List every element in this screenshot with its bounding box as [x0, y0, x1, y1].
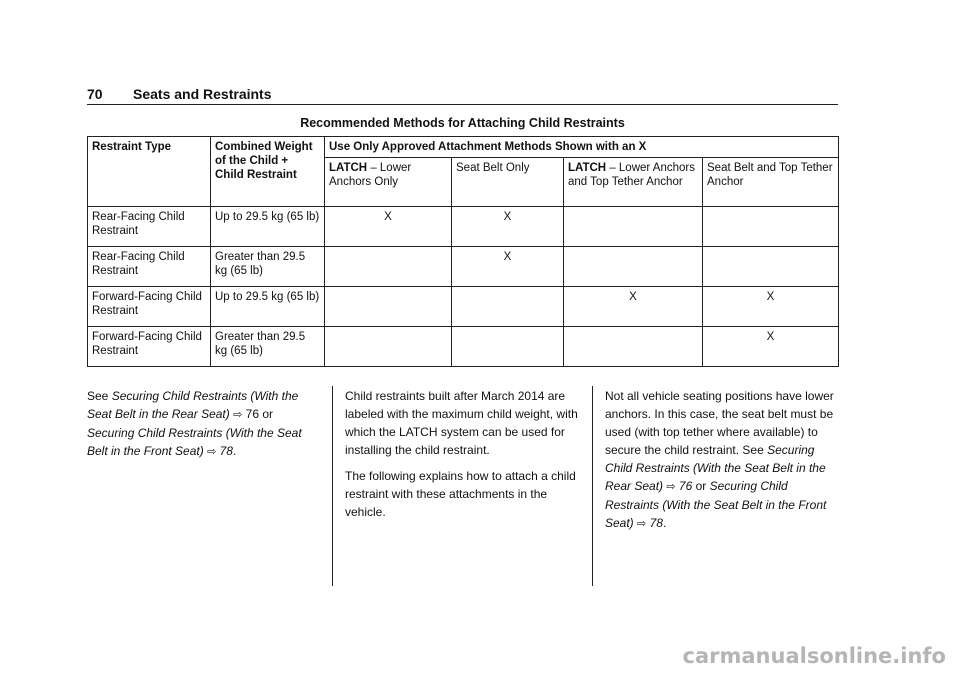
- latch-label: LATCH: [568, 162, 607, 174]
- cell-weight: Greater than 29.5 kg (65 lb): [211, 247, 325, 287]
- column-divider: [592, 386, 593, 586]
- cell-mark: [325, 327, 452, 367]
- cell-weight: Up to 29.5 kg (65 lb): [211, 287, 325, 327]
- table-header-row: [88, 137, 839, 158]
- latch-top-desc: – Lower Anchors and Top Tether Anchor: [568, 162, 695, 188]
- cell-mark: [452, 327, 564, 367]
- header-combined-weight: Combined Weight of the Child + Child Restraint: [211, 137, 325, 207]
- page-ref-icon: ⇨: [666, 481, 676, 493]
- attachment-methods-table: [87, 136, 839, 367]
- subheader-seat-belt-top: Seat Belt and Top Tether Anchor: [703, 158, 839, 207]
- or-text: or: [259, 407, 274, 421]
- subheader-latch-top: [564, 158, 703, 207]
- column-middle: [345, 387, 583, 529]
- see-text: See: [87, 389, 112, 403]
- cell-mark: [325, 287, 452, 327]
- cell-weight: Up to 29.5 kg (65 lb): [211, 207, 325, 247]
- reference-page: 78: [646, 516, 663, 530]
- body-text: Not all vehicle seating positions have lower anchors. In this case, the seat belt must be used (with top tether where available) to secure the child restraint. See: [605, 389, 834, 457]
- cell-mark: [564, 327, 703, 367]
- page-number: 70: [87, 86, 103, 102]
- cell-mark: [703, 207, 839, 247]
- reference-link[interactable]: Securing Child Restraints (With the Seat Belt in the Front Seat): [605, 479, 827, 530]
- reference-link[interactable]: Securing Child Restraints (With the Seat Belt in the Rear Seat): [605, 443, 826, 493]
- cell-mark: X: [564, 287, 703, 327]
- table-title: Recommended Methods for Attaching Child Restraints: [300, 116, 625, 130]
- lower-anchors-paragraph: [605, 387, 843, 533]
- attach-intro-paragraph: The following explains how to attach a child restraint with these attachments in the vehicle.: [345, 469, 576, 519]
- watermark: carmanualsonline.info: [682, 644, 946, 668]
- cell-mark: [564, 247, 703, 287]
- cell-mark: X: [703, 287, 839, 327]
- table-row: [88, 207, 839, 247]
- reference-page: 76: [242, 407, 259, 421]
- end-text: .: [232, 444, 237, 458]
- reference-page: 76: [675, 479, 693, 493]
- cell-mark: X: [452, 247, 564, 287]
- cell-restraint-type: Rear-Facing Child Restraint: [88, 207, 211, 247]
- cell-mark: X: [452, 207, 564, 247]
- column-divider: [332, 386, 333, 586]
- cell-mark: [703, 247, 839, 287]
- reference-page: 78: [216, 444, 233, 458]
- page-ref-icon: ⇨: [233, 409, 243, 421]
- latch-lower-desc: – Lower Anchors Only: [329, 162, 412, 188]
- column-right: [605, 387, 843, 541]
- cell-mark: X: [325, 207, 452, 247]
- end-text: .: [662, 516, 667, 530]
- cell-mark: [325, 247, 452, 287]
- table-row: [88, 247, 839, 287]
- page-header: [87, 86, 838, 105]
- column-left: [87, 387, 319, 469]
- or-text: or: [692, 479, 710, 493]
- reference-link[interactable]: Securing Child Restraints (With the Seat Belt in the Front Seat): [87, 426, 302, 458]
- page-ref-icon: ⇨: [637, 518, 647, 530]
- latch-label: LATCH: [329, 162, 368, 174]
- header-methods-group: Use Only Approved Attachment Methods Shown with an X: [325, 137, 839, 158]
- subheader-latch-lower: [325, 158, 452, 207]
- cell-restraint-type: Forward-Facing Child Restraint: [88, 287, 211, 327]
- see-reference-paragraph: [87, 387, 319, 461]
- table-row: [88, 287, 839, 327]
- latch-label-paragraph: Child restraints built after March 2014 are labeled with the maximum child weight, with which the LATCH system can be used for installing the child restraint.: [345, 389, 578, 457]
- table-row: [88, 327, 839, 367]
- reference-link[interactable]: Securing Child Restraints (With the Seat Belt in the Rear Seat): [87, 389, 299, 421]
- cell-weight: Greater than 29.5 kg (65 lb): [211, 327, 325, 367]
- subheader-seat-belt-only: Seat Belt Only: [452, 158, 564, 207]
- header-restraint-type: Restraint Type: [88, 137, 211, 207]
- cell-mark: [452, 287, 564, 327]
- section-title: Seats and Restraints: [133, 86, 272, 102]
- page-ref-icon: ⇨: [207, 446, 217, 458]
- cell-mark: X: [703, 327, 839, 367]
- cell-restraint-type: Forward-Facing Child Restraint: [88, 327, 211, 367]
- cell-restraint-type: Rear-Facing Child Restraint: [88, 247, 211, 287]
- cell-mark: [564, 207, 703, 247]
